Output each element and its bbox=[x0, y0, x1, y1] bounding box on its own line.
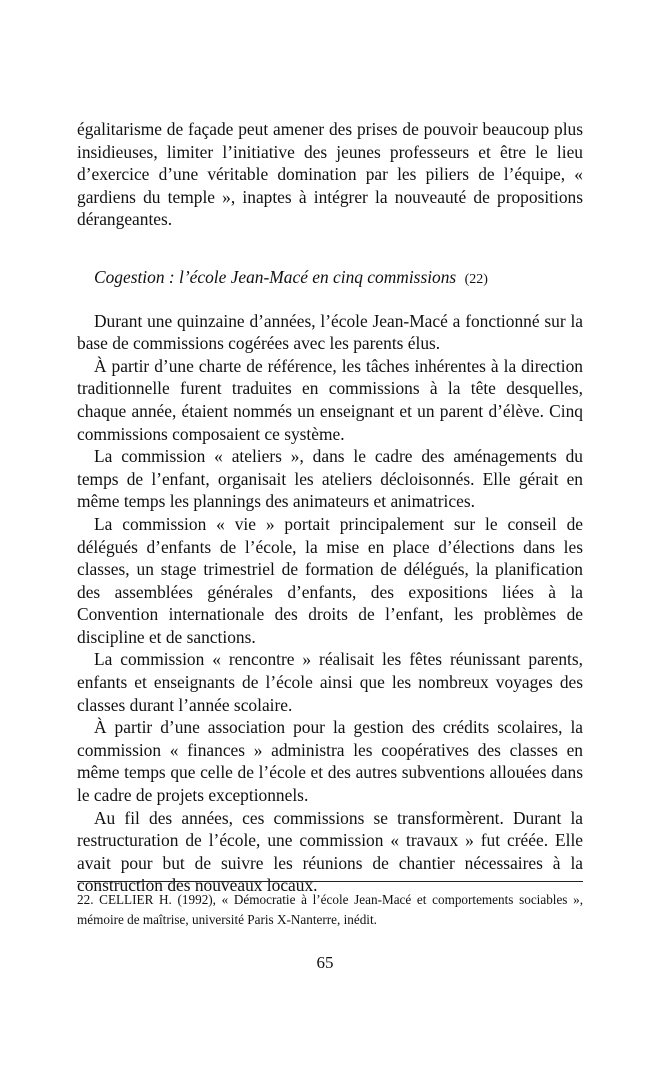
paragraph-rencontre: La commission « rencontre » réalisait les fêtes réunissant parents, enfants et enseignants de l’école ainsi que les nombreux voyages des classes durant l’année scolaire. bbox=[77, 649, 583, 715]
footnote-divider bbox=[77, 881, 583, 882]
section-title: Cogestion : l’école Jean-Macé en cinq commissions bbox=[94, 266, 457, 287]
footnote-reference: (22) bbox=[464, 271, 488, 287]
page-body bbox=[77, 118, 583, 897]
intro-paragraph: égalitarisme de façade peut amener des prises de pouvoir beaucoup plus insidieuses, limiter l’initiative des jeunes professeurs et être le lieu d’exercice d’une véritable domination par les piliers de l’équipe, « gardiens du temple », inaptes à intégrer la nouveauté de propositions dérangeantes. bbox=[77, 119, 583, 230]
page-number: 65 bbox=[316, 953, 334, 972]
paragraph-charte: À partir d’une charte de référence, les tâches inhérentes à la direction traditionnelle furent traduites en commissions à la tête desquelles, chaque année, étaient nommés un enseignant et un parent d’élève. Cinq commissions composaient ce système. bbox=[77, 355, 583, 444]
paragraph-travaux: Au fil des années, ces commissions se transformèrent. Durant la restructuration de l’école, une commission « travaux » fut créée. Elle avait pour but de suivre les réunions de chantier nécessaires à la construction des nouveaux locaux. bbox=[77, 807, 583, 896]
footnote-22: 22. CELLIER H. (1992), « Démocratie à l’école Jean-Macé et comportements sociables », mémoire de maîtrise, université Paris X-Nanterre, inédit. bbox=[77, 892, 583, 927]
paragraph-vie: La commission « vie » portait principalement sur le conseil de délégués d’enfants de l’école, la mise en place d’élections dans les classes, un stage trimestriel de formation de délégués, la planification des assemblées générales d’enfants, des expositions liées à la Convention internationale des droits de l’enfant, les problèmes de discipline et de sanctions. bbox=[77, 513, 583, 647]
paragraph-durant: Durant une quinzaine d’années, l’école Jean-Macé a fonctionné sur la base de commissions cogérées avec les parents élus. bbox=[77, 310, 583, 354]
section-heading bbox=[77, 266, 583, 292]
paragraph-finances: À partir d’une association pour la gestion des crédits scolaires, la commission « finances » administra les coopératives des classes en même temps que celle de l’école et des autres subventions allouées dans le cadre de projets exceptionnels. bbox=[77, 717, 583, 806]
paragraph-ateliers: La commission « ateliers », dans le cadre des aménagements du temps de l’enfant, organisait les ateliers décloisonnés. Elle gérait en même temps les plannings des animateurs et animatrices. bbox=[77, 446, 583, 512]
